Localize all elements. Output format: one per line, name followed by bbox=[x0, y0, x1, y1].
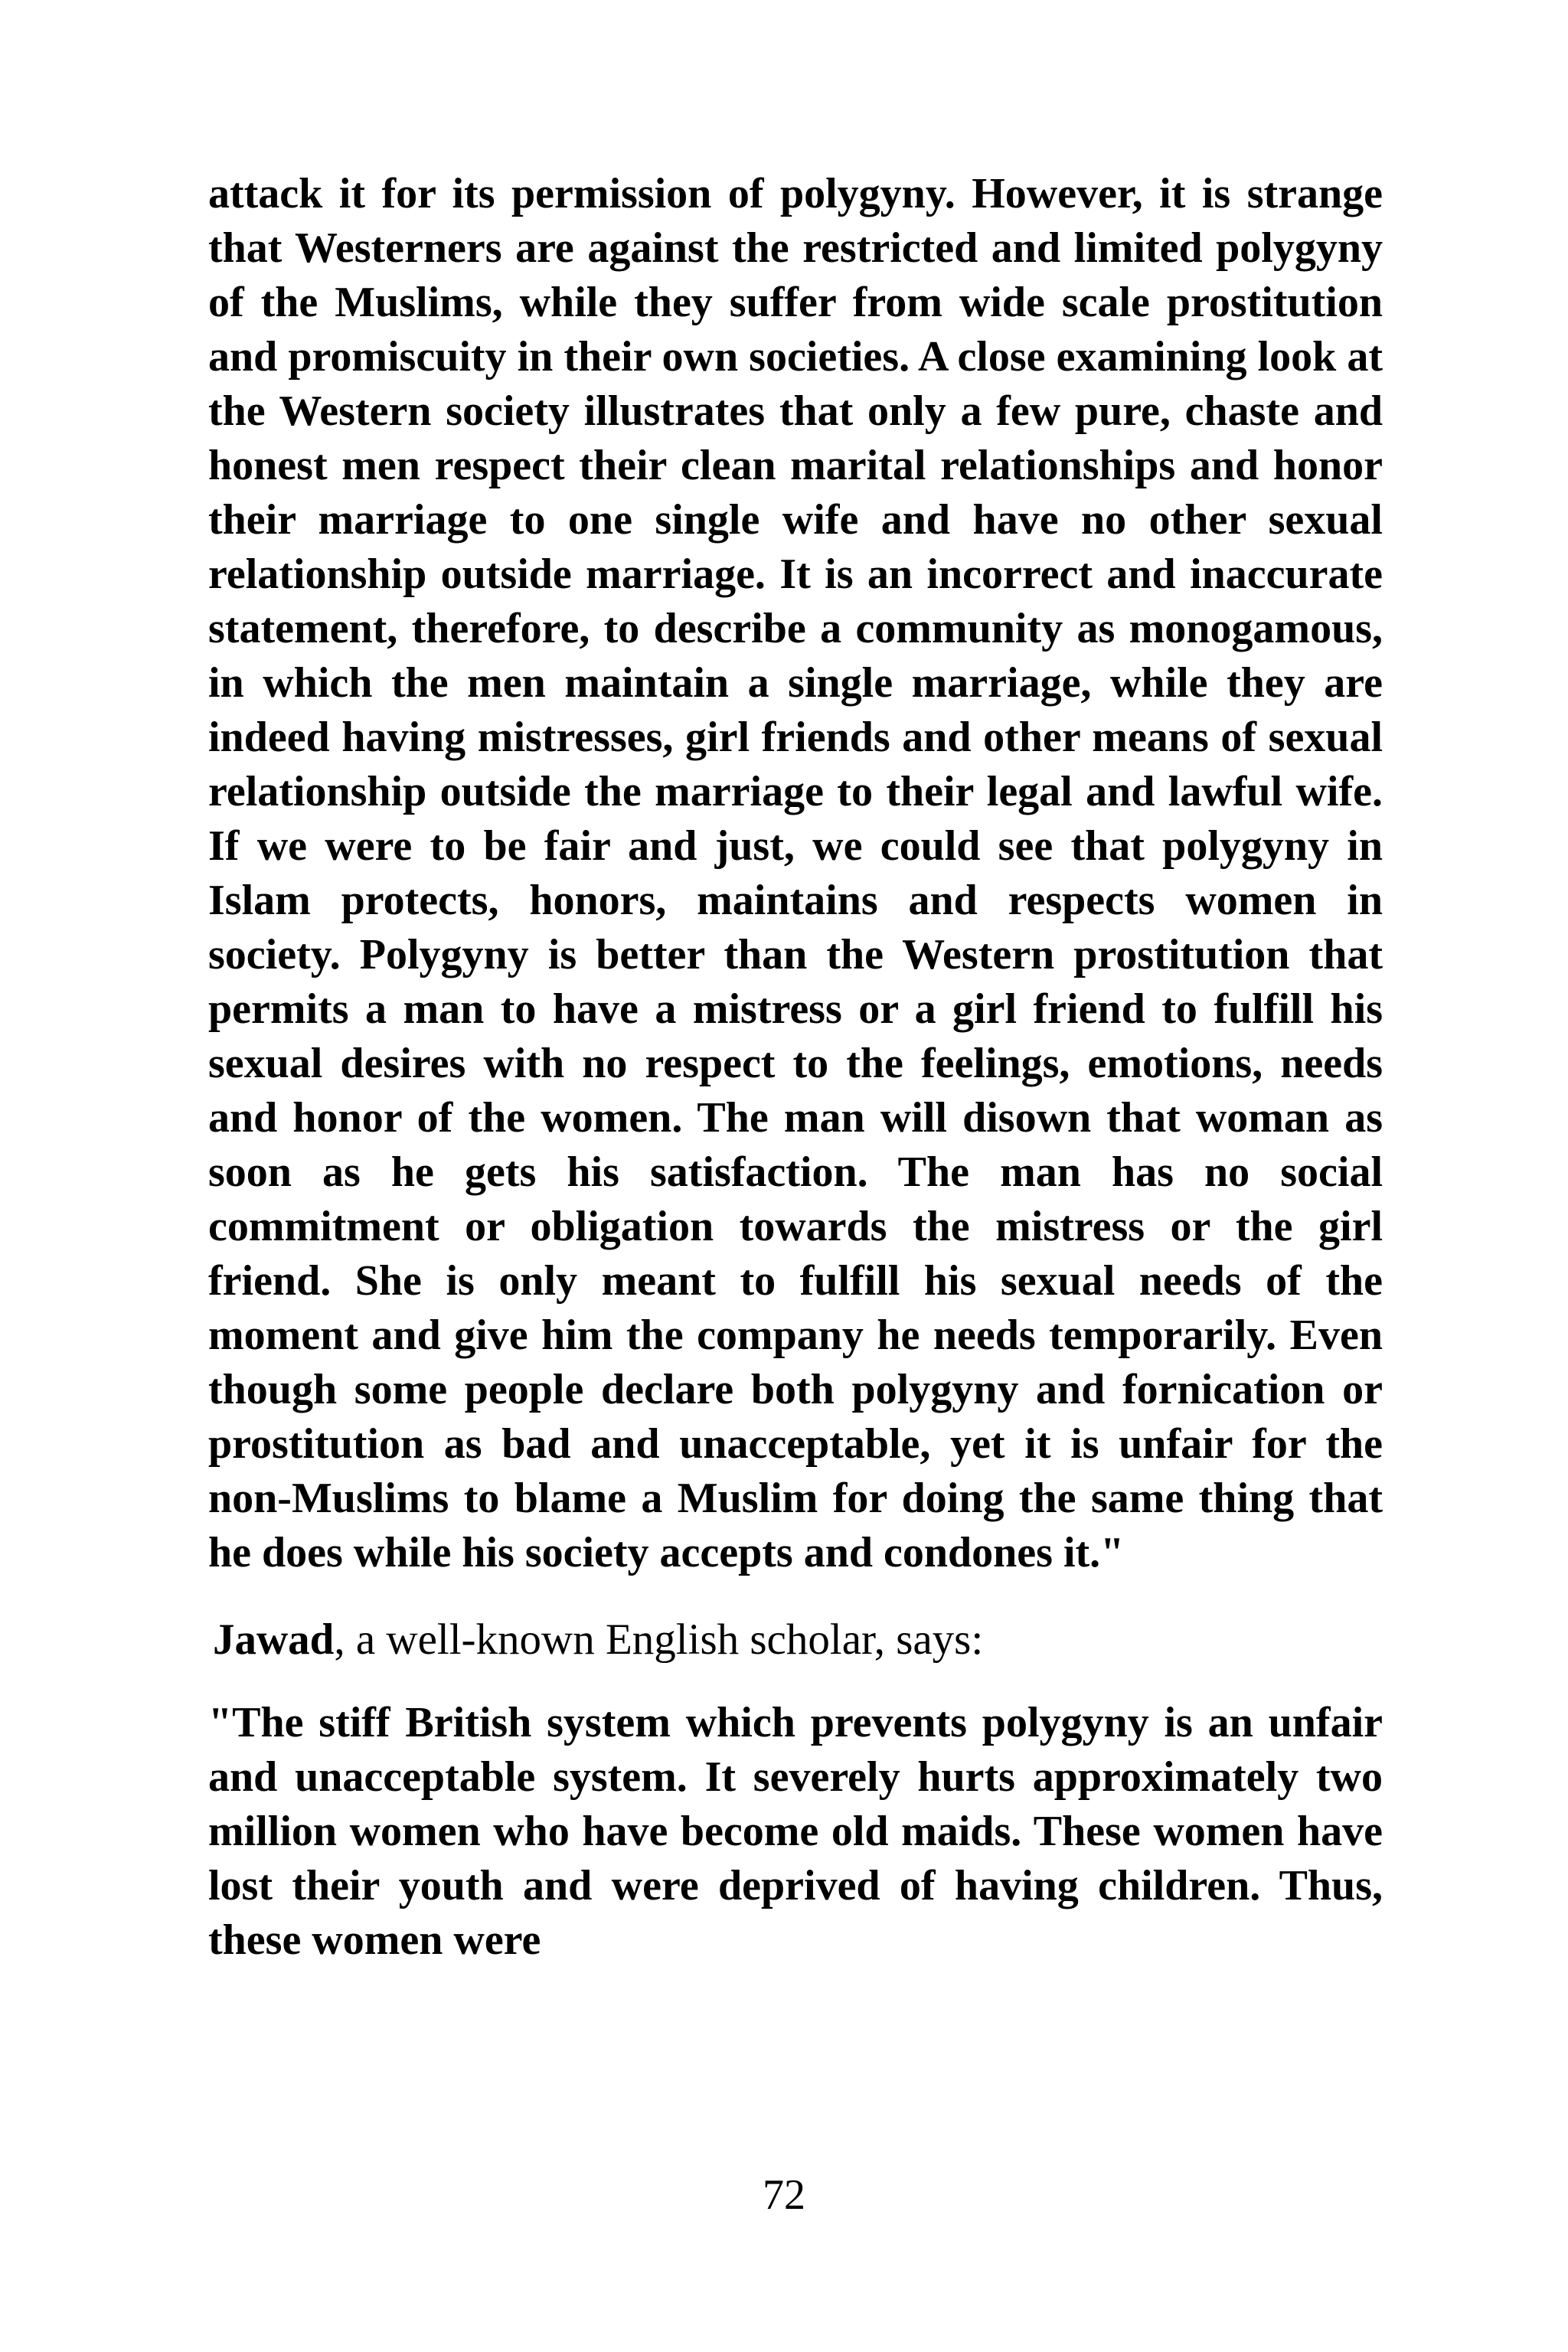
quoted-paragraph: "The stiff British system which prevents polygyny is an unfair and unacceptable system. It severely hurts approximately two million women who have become old maids. These women have lost their youth and were deprived of having children. Thus, these women were bbox=[208, 1699, 1383, 1964]
body-paragraph: attack it for its permission of polygyny. However, it is strange that Westerners are against the restricted and limited polygyny of the Muslims, while they suffer from wide scale prostitution and promiscuity in their own societies. A close examining look at the Western society illustrates that only a few pure, chaste and honest men respect their clean marital relationships and honor their marriage to one single wife and have no other sexual relationship outside marriage. It is an incorrect and inaccurate statement, therefore, to describe a community as monogamous, in which the men maintain a single marriage, while they are indeed having mistresses, girl friends and other means of sexual relationship outside the marriage to their legal and lawful wife. If we were to be fair and just, we could see that polygyny in Islam protects, honors, maintains and respects women in society. Polygyny is better than the Western prostitution that permits a man to have a mistress or a girl friend to fulfill his sexual desires with no respect to the feelings, emotions, needs and honor of the women. The man will disown that woman as soon as he gets his satisfaction. The man has no social commitment or obligation towards the mistress or the girl friend. She is only meant to fulfill his sexual needs of the moment and give him the company he needs temporarily. Even though some people declare both polygyny and fornication or prostitution as bad and unacceptable, yet it is unfair for the non-Muslims to blame a Muslim for doing the same thing that he does while his society accepts and condones it." bbox=[208, 170, 1383, 1576]
quote-introduction bbox=[213, 1612, 1383, 1667]
page-body bbox=[208, 167, 1383, 1968]
quote-introduction-text: , a well-known English scholar, says: bbox=[334, 1615, 984, 1664]
page-number: 72 bbox=[763, 2171, 805, 2219]
quoted-scholar-name: Jawad bbox=[213, 1615, 335, 1664]
